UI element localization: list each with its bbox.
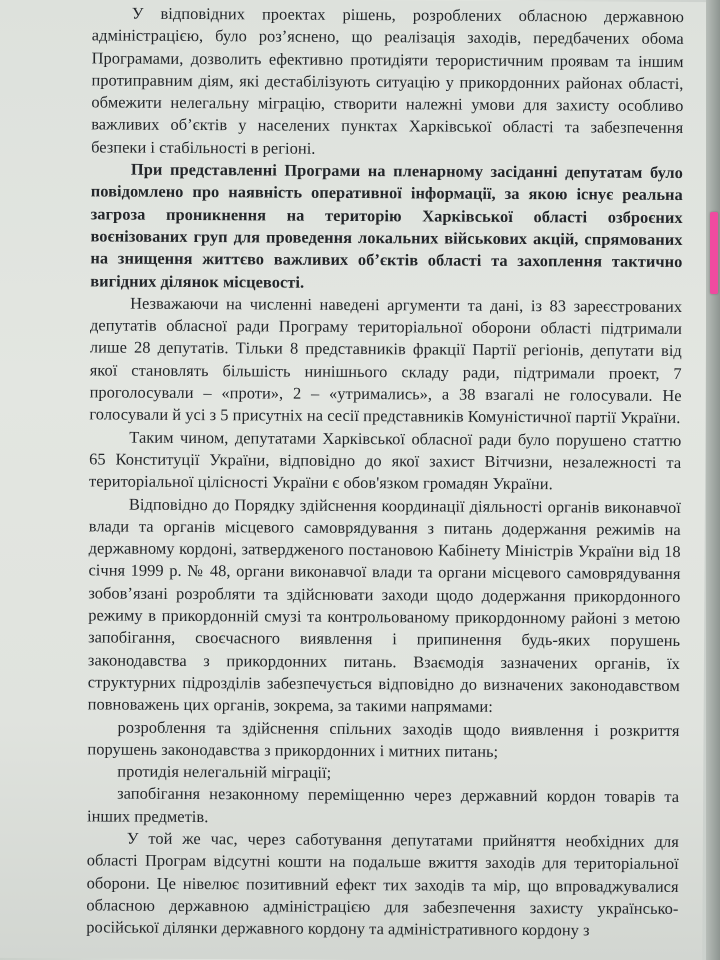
paragraph-sabotage: У той же час, через саботування депутатами прийняття необхідних для області Програм відсутні кошти на подальше вжиття заходів для територіальної оборони. Це нівелює позитивний ефект тих заходів та мір, що впроваджувалися обласною державною адміністрацією для забезпечення захисту українсько-російської ділянки державного кордону та адміністративного кордону з <box>86 828 679 940</box>
sticky-note-tab <box>710 212 718 294</box>
paragraph-constitution: Таким чином, депутатами Харківської обласної ради було порушено статтю 65 Конституції України, відповідно до якої захист Вітчизни, незалежності та територіальної цілісності України є обов'язком громадян України. <box>88 427 682 494</box>
paragraph-coordination-order: Відповідно до Порядку здійснення координації діяльності органів виконавчої влади та органів місцевого самоврядування з питань додержання режимів на державному кордоні, затвердженого постановою Кабінету Міністрів України від 18 січня 1999 р. № 48, органи виконавчої влади та органи місцевого самоврядування зобов’язані розробляти та здійснювати заходи щодо додержання прикордонного режиму в прикордонній смузі та контрольованому прикордонному районі з метою запобігання, своєчасного виявлення і припинення будь-яких порушень законодавства з прикордонних питань. Взаємодія зазначених органів, їх структурних підрозділів забезпечується відповідно до визначених законодавством повноважень цих органів, зокрема, за такими напрямами: <box>87 494 681 717</box>
list-item-smuggling-prevention: запобігання незаконному переміщенню через державний кордон товарів та інших предметів. <box>86 783 680 826</box>
paragraph-project-decisions: У відповідних проектах рішень, розроблених обласною державною адміністрацією, було роз’яснено, що реалізація заходів, передбачених обома Програмами, дозволить ефективно протидіяти терористичним проявам та іншим протиправним діям, які дестабілізують ситуацію у прикордонних районах області, обмежити нелегальну міграцію, створити належні умови для захисту особливо важливих об’єктів у населених пунктах Харківської області та забезпечення безпеки і стабільності в регіоні. <box>91 3 684 158</box>
paragraph-threat-info: При представленні Програми на пленарному засіданні депутатам було повідомлено про наявність оперативної інформації, за якою існує реальна загроза проникнення на територію Харківської області озброєних воєнізованих груп для проведення локальних військових акцій, спрямованих на знищення життєво важливих об’єктів області та захоплення тактично вигідних ділянок місцевості. <box>90 159 684 292</box>
document-body <box>86 2 684 942</box>
list-item-joint-measures: розроблення та здійснення спільних заходів щодо виявлення і розкриття порушень законодавства з прикордонних і митних питань; <box>87 717 680 761</box>
page-edge-shadow <box>706 0 720 960</box>
paragraph-vote-results: Незважаючи на численні наведені аргументи та дані, із 83 зареєстрованих депутатів обласної ради Програму територіальної оборони області підтримали лише 28 депутатів. Тільки 8 представників фракції Партії регіонів, депутати від якої становлять більшість нинішнього складу ради, підтримали проект, 7 проголосували – «проти», 2 – «утримались», а 38 взагалі не голосували. Не голосували й усі з 5 присутніх на сесії представників Комуністичної партії України. <box>89 293 683 428</box>
list-item-illegal-migration: протидія нелегальній міграції; <box>117 761 332 782</box>
